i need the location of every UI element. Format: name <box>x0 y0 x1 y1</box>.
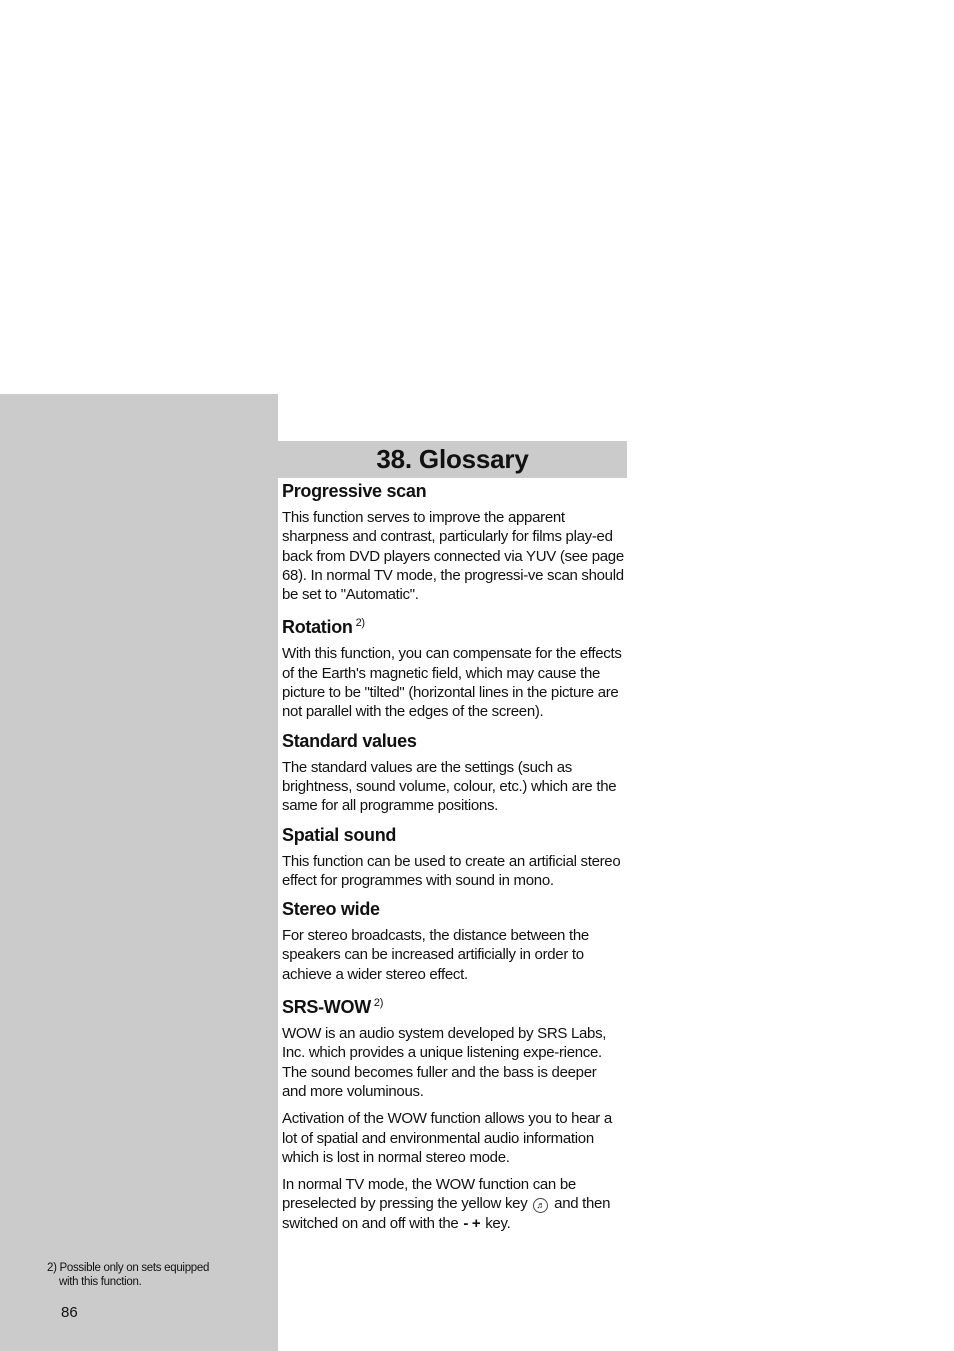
bottom-white-strip <box>278 1296 954 1351</box>
glossary-entry-srs-wow <box>282 992 624 1233</box>
entry-text: This function can be used to create an artificial stereo effect for programmes with sound in mono. <box>282 852 621 889</box>
footnote-ref: 2) <box>373 997 384 1010</box>
glossary-entry-rotation <box>282 612 624 721</box>
left-gray-sidebar <box>0 394 278 1351</box>
glossary-content <box>282 480 624 1241</box>
minus-plus-key-icon: - + <box>463 1214 481 1232</box>
entry-heading: SRS-WOW $^{2)}$ <box>282 997 384 1018</box>
glossary-entry-spatial-sound <box>282 824 624 891</box>
title-bar <box>278 441 627 478</box>
entry-heading: Progressive scan <box>282 481 427 501</box>
glossary-entry-standard-values <box>282 730 624 816</box>
music-note-icon: ♬ <box>533 1198 548 1213</box>
entry-text: For stereo broadcasts, the distance between the speakers can be increased artificially in order to achieve a wider stereo effect. <box>282 927 589 983</box>
entry-heading: Spatial sound <box>282 824 397 845</box>
entry-heading: Stereo wide <box>282 899 380 920</box>
entry-text: Activation of the WOW function allows you to hear a lot of spatial and environmental audio information which is lost in normal stereo mode. <box>282 1110 612 1166</box>
footnote-ref: 2) <box>355 617 365 630</box>
glossary-entry-progressive-scan <box>282 480 624 604</box>
entry-text: WOW is an audio system developed by SRS Labs, Inc. which provides a unique listening expe-rience. The sound becomes fuller and the bass is deeper and more voluminous. <box>282 1025 607 1100</box>
page-number: 86 <box>61 1304 78 1321</box>
glossary-entry-stereo-wide <box>282 898 624 984</box>
entry-text: With this function, you can compensate for the effects of the Earth's magnetic field, which may cause the picture to be "tilted" (horizontal lines in the picture are not parallel with the edges of the screen). <box>282 645 622 721</box>
page-title: 38. Glossary <box>376 444 529 474</box>
entry-text: The standard values are the settings (such as brightness, sound volume, colour, etc.) which are the same for all programme positions. <box>282 758 617 815</box>
footnote-line: with this function. <box>59 1276 142 1288</box>
entry-text: In normal TV mode, the WOW function can be preselected by pressing the yellow key ♬ and then switched on and off with the - + key. <box>282 1176 611 1232</box>
entry-heading: Rotation $^{2)}$ <box>282 617 365 638</box>
entry-text: This function serves to improve the apparent sharpness and contrast, particularly for films play-ed back from DVD players connected via YUV (see page 68). In normal TV mode, the progressi-ve scan should be set to "Automatic". <box>282 509 624 604</box>
footnote <box>47 1261 247 1289</box>
entry-heading: Standard values <box>282 730 417 751</box>
footnote-line: 2) Possible only on sets equipped <box>47 1262 210 1274</box>
